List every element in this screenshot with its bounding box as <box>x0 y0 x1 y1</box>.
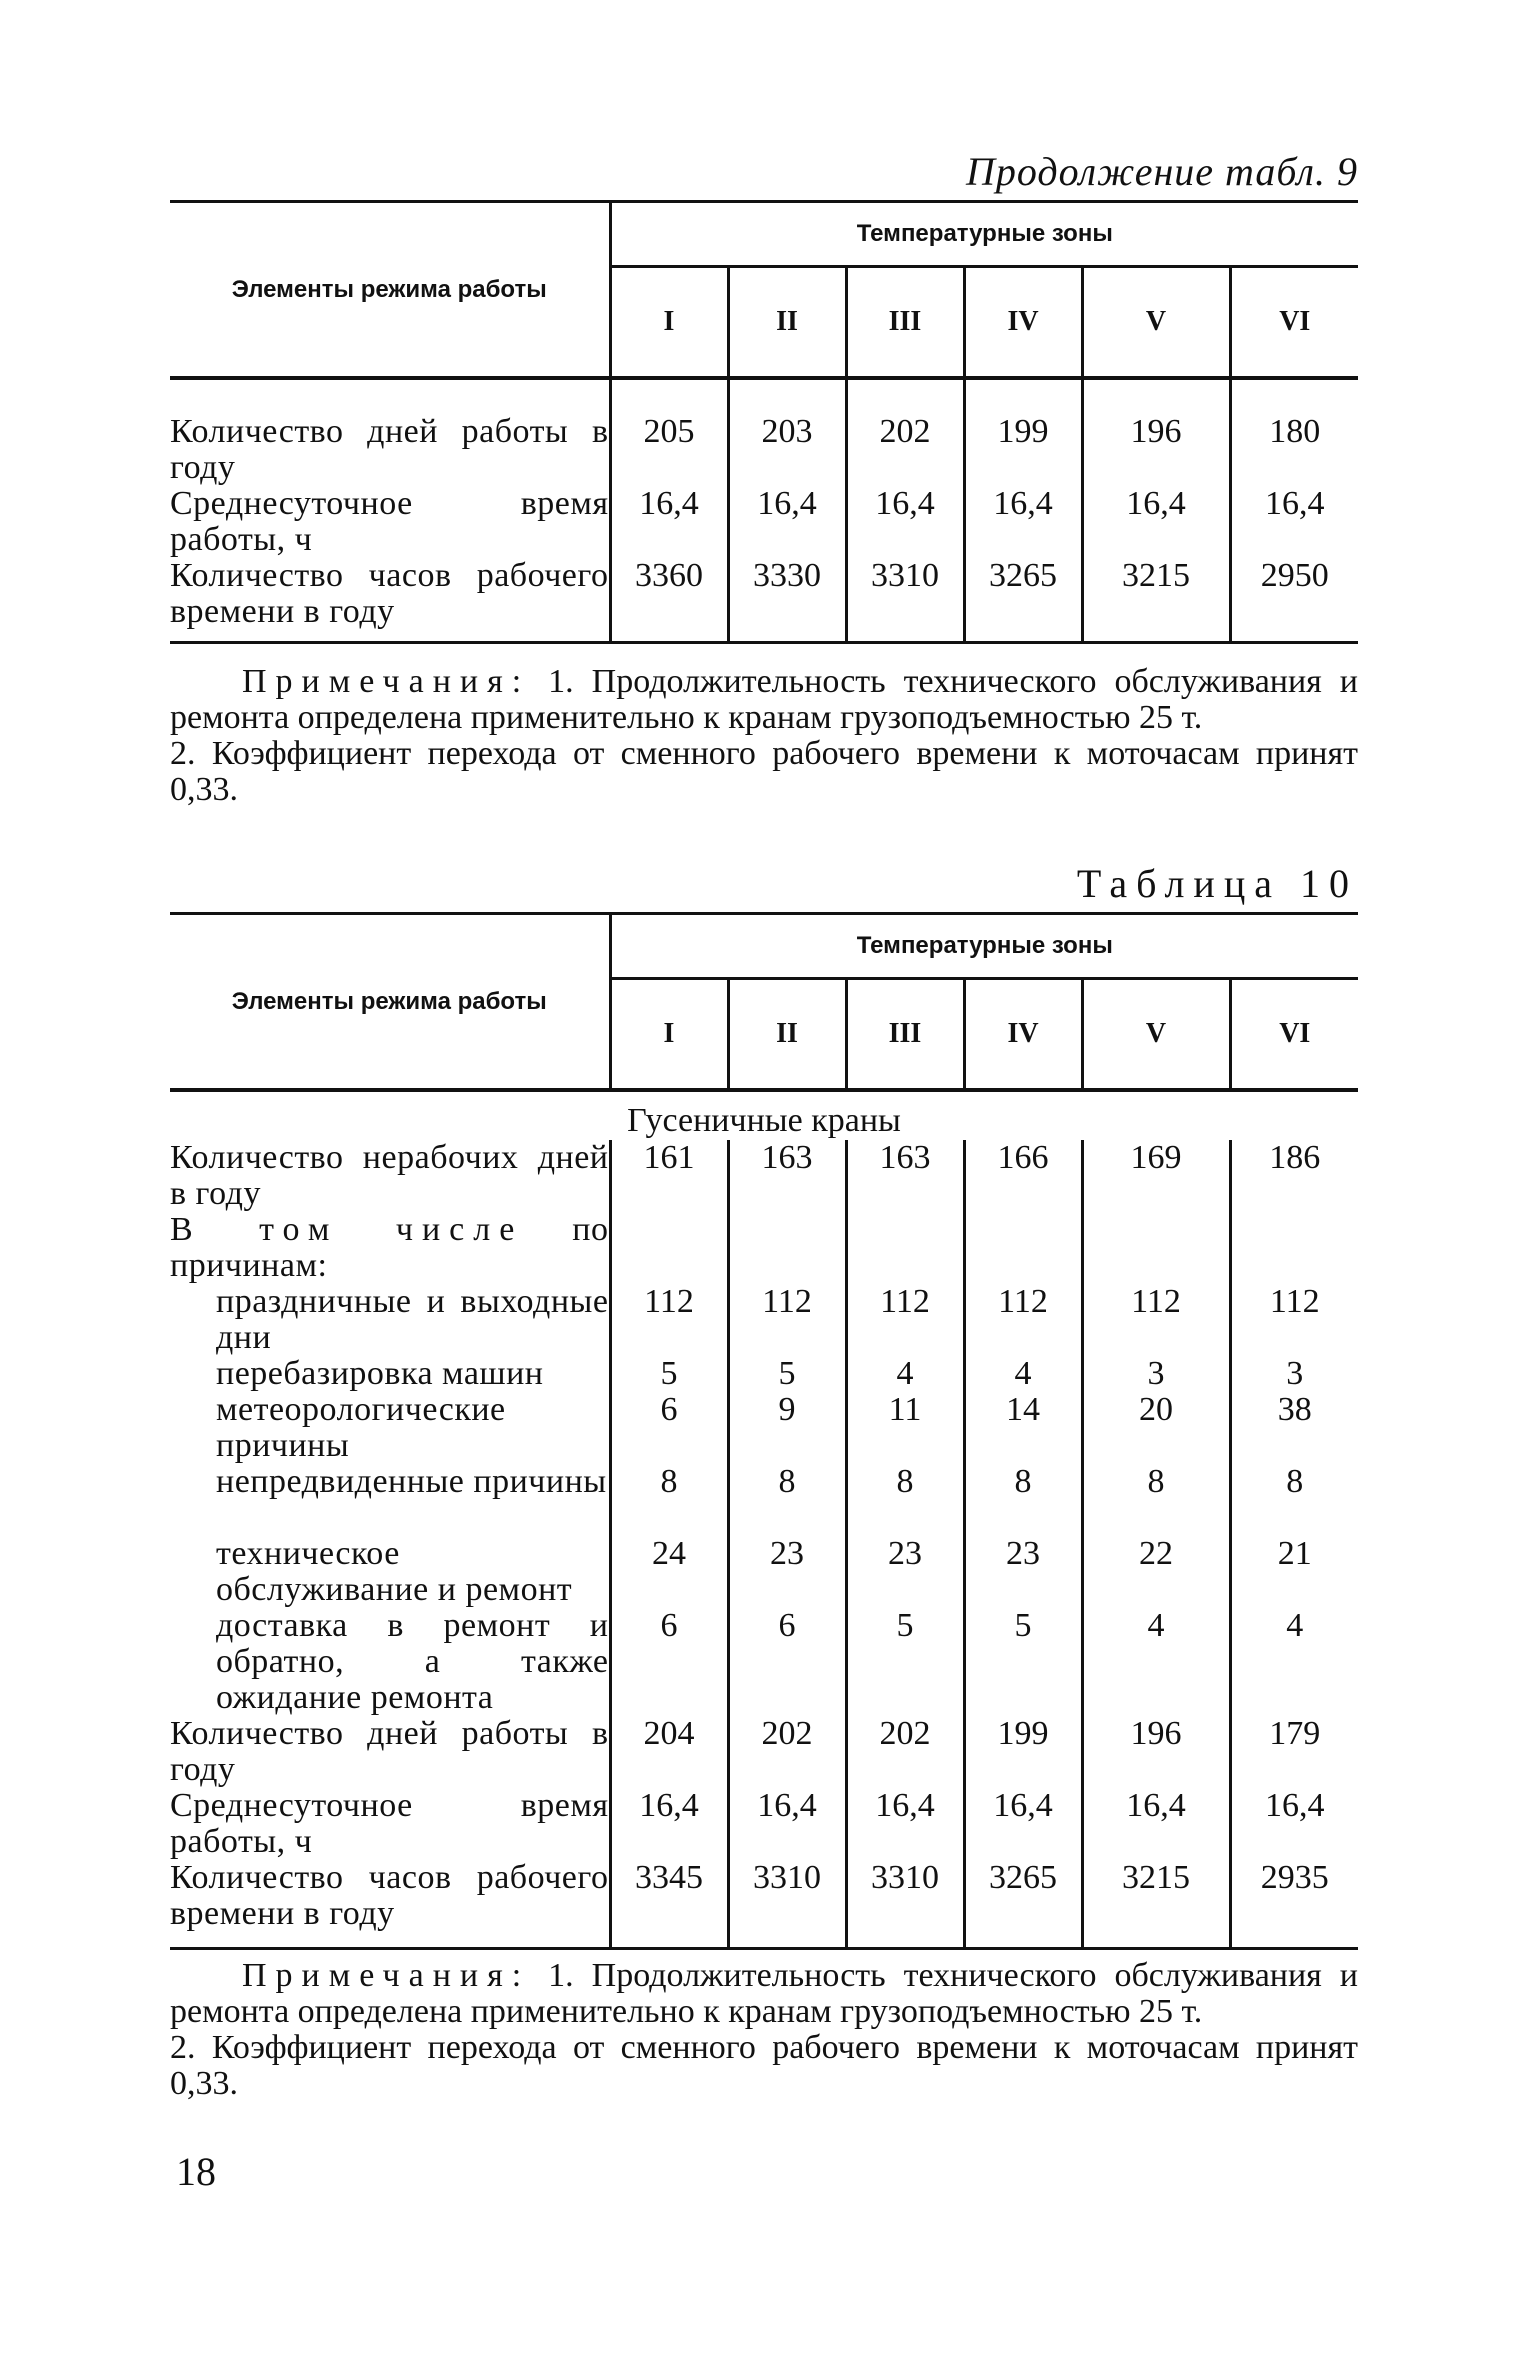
table-cell: 16,4 <box>1230 486 1358 558</box>
table-cell: 5 <box>846 1608 964 1716</box>
table9-notes <box>170 664 1358 808</box>
table-cell: 8 <box>1082 1464 1230 1536</box>
table-row <box>170 1536 1358 1608</box>
table-cell: 2950 <box>1230 558 1358 642</box>
table-row <box>170 1788 1358 1860</box>
table-row <box>170 1356 1358 1392</box>
table-cell: 5 <box>964 1608 1082 1716</box>
row-label: непредвиденные причины <box>170 1464 610 1536</box>
table-cell: 3265 <box>964 558 1082 642</box>
table-cell: 4 <box>1230 1608 1358 1716</box>
table9-caption: Продолжение табл. 9 <box>965 149 1358 194</box>
table-cell: 16,4 <box>728 1788 846 1860</box>
table-cell: 112 <box>1230 1284 1358 1356</box>
notes-lead: Примечания: <box>242 663 531 700</box>
table-cell: 8 <box>964 1464 1082 1536</box>
table-cell: 8 <box>728 1464 846 1536</box>
table-cell <box>846 1212 964 1284</box>
table-cell: 3310 <box>846 1860 964 1948</box>
table-cell: 16,4 <box>846 1788 964 1860</box>
table10 <box>170 912 1358 1950</box>
table-cell: 5 <box>660 1355 678 1392</box>
table-cell: 16,4 <box>964 1788 1082 1860</box>
table-row <box>170 558 1358 642</box>
table-cell: 179 <box>1230 1716 1358 1788</box>
row-label: Среднесуточное время работы, ч <box>170 485 609 558</box>
table-cell: 6 <box>660 1391 678 1428</box>
table-cell: 112 <box>644 1283 694 1320</box>
table-cell: 199 <box>964 1716 1082 1788</box>
table-cell <box>728 1212 846 1284</box>
note-1: 1. Продолжительность технического обслуживания и ремонта определена применительно к кранам грузоподъемностью 25 т. <box>170 663 1358 736</box>
table-cell: 199 <box>964 414 1082 486</box>
table9-zone-3: III <box>846 267 964 379</box>
table10-zone-3: III <box>846 979 964 1091</box>
notes-lead: Примечания: <box>242 1957 531 1994</box>
row-label: Количество нерабочих дней в году <box>170 1139 609 1212</box>
table-cell: 22 <box>1082 1536 1230 1608</box>
table9-header-group: Температурные зоны <box>610 202 1358 267</box>
table-cell: 161 <box>643 1139 695 1176</box>
table-cell: 3345 <box>635 1859 703 1896</box>
table-cell: 9 <box>728 1392 846 1464</box>
table10-header-label: Элементы режима работы <box>170 914 610 1091</box>
row-label: Количество часов рабочего времени в году <box>170 558 610 642</box>
table9-zone-2: II <box>728 267 846 379</box>
table-row <box>170 1464 1358 1536</box>
note-2: 2. Коэффициент перехода от сменного рабочего времени к моточасам принят 0,33. <box>170 2029 1358 2102</box>
table-cell <box>1082 1212 1230 1284</box>
row-label: Количество дней работы в году <box>170 1715 609 1788</box>
table-cell: 3265 <box>964 1860 1082 1948</box>
table-cell: 169 <box>1082 1140 1230 1212</box>
table-cell: 5 <box>728 1356 846 1392</box>
table-cell: 3215 <box>1082 1860 1230 1948</box>
table-cell: 8 <box>1230 1464 1358 1536</box>
table-cell: 3 <box>1082 1356 1230 1392</box>
table-cell: 3310 <box>846 558 964 642</box>
table-row <box>170 1860 1358 1948</box>
table-cell: 16,4 <box>846 486 964 558</box>
table-cell: 23 <box>728 1536 846 1608</box>
table-row <box>170 414 1358 486</box>
table-row <box>170 1392 1358 1464</box>
note-2: 2. Коэффициент перехода от сменного рабочего времени к моточасам принят 0,33. <box>170 735 1358 808</box>
row-label: Среднесуточное время работы, ч <box>170 1787 609 1860</box>
table-cell: 3215 <box>1082 558 1230 642</box>
table-cell: 14 <box>964 1392 1082 1464</box>
table9-zone-5: V <box>1082 267 1230 379</box>
row-label-lead: В том числе <box>170 1211 524 1248</box>
table-cell: 112 <box>1082 1284 1230 1356</box>
table-cell: 180 <box>1230 414 1358 486</box>
table-cell: 163 <box>728 1140 846 1212</box>
table-cell: 202 <box>846 414 964 486</box>
table-cell: 3310 <box>728 1860 846 1948</box>
table-cell: 2935 <box>1230 1860 1358 1948</box>
row-label: доставка в ремонт и обратно, а также ожидание ремонта <box>170 1608 610 1716</box>
table-row <box>170 486 1358 558</box>
table-cell: 8 <box>660 1463 678 1500</box>
table-cell: 3330 <box>728 558 846 642</box>
table-row <box>170 1212 1358 1284</box>
table-cell <box>964 1212 1082 1284</box>
table-cell: 205 <box>643 413 695 450</box>
table-cell: 3 <box>1230 1356 1358 1392</box>
table-cell: 8 <box>846 1464 964 1536</box>
table-cell: 20 <box>1082 1392 1230 1464</box>
table-row <box>170 1608 1358 1716</box>
table9-zone-4: IV <box>964 267 1082 379</box>
table10-zone-5: V <box>1082 979 1230 1091</box>
table-cell <box>1230 1212 1358 1284</box>
table9-header-label: Элементы режима работы <box>170 202 610 379</box>
table10-caption: Таблица 10 <box>1076 861 1358 906</box>
row-label <box>170 1212 610 1284</box>
row-label: Количество дней работы в году <box>170 413 609 486</box>
page-number: 18 <box>176 2149 216 2194</box>
table-cell: 196 <box>1082 414 1230 486</box>
table-cell: 11 <box>846 1392 964 1464</box>
table10-zone-6: VI <box>1230 979 1358 1091</box>
table9-zone-1: I <box>610 267 728 379</box>
table-cell: 112 <box>728 1284 846 1356</box>
table10-zone-4: IV <box>964 979 1082 1091</box>
table-cell: 23 <box>964 1536 1082 1608</box>
table-cell: 6 <box>660 1607 678 1644</box>
table-row <box>170 1284 1358 1356</box>
table-cell: 16,4 <box>639 1787 699 1824</box>
table10-zone-2: II <box>728 979 846 1091</box>
table-cell: 16,4 <box>1230 1788 1358 1860</box>
table-cell: 186 <box>1230 1140 1358 1212</box>
table-cell: 38 <box>1230 1392 1358 1464</box>
table-cell <box>610 1212 728 1284</box>
row-label: техническое обслуживание и ремонт <box>170 1536 610 1608</box>
table-cell: 202 <box>846 1716 964 1788</box>
table-cell: 204 <box>643 1715 695 1752</box>
table-cell: 16,4 <box>639 485 699 522</box>
table-cell: 112 <box>964 1284 1082 1356</box>
row-label: праздничные и выходные дни <box>170 1284 610 1356</box>
table-row <box>170 1716 1358 1788</box>
section-title: Гусеничные краны <box>627 1102 901 1139</box>
row-label: Количество часов рабочего времени в году <box>170 1860 610 1948</box>
table-cell: 4 <box>1082 1608 1230 1716</box>
table-cell: 203 <box>728 414 846 486</box>
table-cell: 6 <box>728 1608 846 1716</box>
table-cell: 166 <box>964 1140 1082 1212</box>
table-cell: 16,4 <box>1082 1788 1230 1860</box>
table-cell: 16,4 <box>964 486 1082 558</box>
table-cell: 196 <box>1082 1716 1230 1788</box>
table-row <box>170 1140 1358 1212</box>
table9-zone-6: VI <box>1230 267 1358 379</box>
table-cell: 16,4 <box>728 486 846 558</box>
table-cell: 112 <box>846 1284 964 1356</box>
table-cell: 21 <box>1230 1536 1358 1608</box>
table-cell: 4 <box>846 1356 964 1392</box>
table-cell: 202 <box>728 1716 846 1788</box>
table10-zone-1: I <box>610 979 728 1091</box>
table-cell: 24 <box>652 1535 686 1572</box>
table9 <box>170 200 1358 644</box>
table-cell: 163 <box>846 1140 964 1212</box>
table-cell: 16,4 <box>1082 486 1230 558</box>
table10-notes <box>170 1958 1358 2102</box>
table-cell: 23 <box>846 1536 964 1608</box>
table-cell: 4 <box>964 1356 1082 1392</box>
row-label-rest: по причинам: <box>170 1211 609 1284</box>
note-1: 1. Продолжительность технического обслуживания и ремонта определена применительно к кранам грузоподъемностью 25 т. <box>170 1957 1358 2030</box>
row-label: метеорологические причины <box>170 1392 610 1464</box>
row-label: перебазировка машин <box>170 1356 610 1392</box>
table-cell: 3360 <box>635 557 703 594</box>
table10-header-group: Температурные зоны <box>610 914 1358 979</box>
